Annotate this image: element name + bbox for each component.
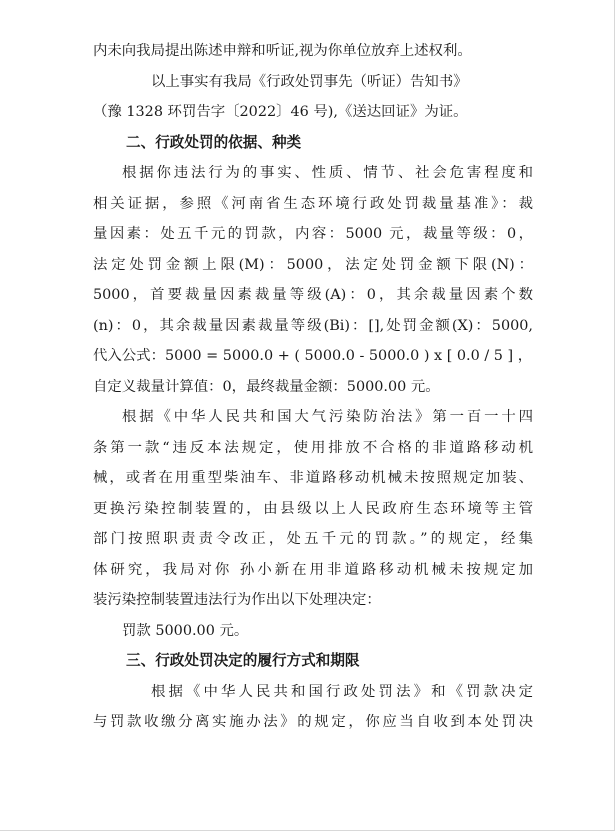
paragraph-line: 代入公式：5000 = 5000.0 + ( 5000.0 - 5000.0 ) x [ 0.0 / 5 ] ， — [93, 348, 533, 364]
section-heading: 二、行政处罚的依据、种类 — [126, 133, 302, 151]
paragraph-line: 体研究，我局对你 孙小新在用非道路移动机械未按规定加 — [93, 561, 533, 578]
paragraph-line: 5000，首要裁量因素裁量等级(A)：0，其余裁量因素个数 — [93, 287, 533, 303]
paragraph-line: 内未向我局提出陈述申辩和听证,视为你单位放弃上述权利。 — [93, 43, 472, 59]
paragraph-line: 根据《中华人民共和国大气污染防治法》第一百一十四 — [122, 409, 533, 425]
paragraph-line: 量因素：处五千元的罚款，内容：5000 元，裁量等级：0， — [93, 226, 533, 242]
paragraph-line: 条第一款“违反本法规定，使用排放不合格的非道路移动机 — [93, 439, 533, 456]
paragraph-line: 部门按照职责责令改正，处五千元的罚款。”的规定，经集 — [93, 531, 533, 547]
paragraph-line: 更换污染控制装置的，由县级以上人民政府生态环境等主管 — [93, 500, 533, 517]
paragraph-line: 与罚款收缴分离实施办法》的规定，你应当自收到本处罚决 — [93, 714, 533, 730]
paragraph-line: 以上事实有我局《行政处罚事先（听证）告知书》 — [151, 73, 468, 90]
paragraph-line: 装污染控制装置违法行为作出以下处理决定： — [93, 592, 381, 608]
paragraph-line: 械，或者在用重型柴油车、非道路移动机械未按照规定加装、 — [93, 470, 533, 486]
paragraph-line: 根据《中华人民共和国行政处罚法》和《罚款决定 — [151, 683, 533, 700]
paragraph-line: 根据你违法行为的事实、性质、情节、社会危害程度和 — [122, 165, 533, 181]
paragraph-line: 自定义裁量计算值：0，最终裁量金额：5000.00 元。 — [93, 378, 440, 395]
paragraph-line: （豫 1328 环罚告字〔2022〕46 号),《送达回证》为证。 — [93, 104, 468, 120]
paragraph-line: (n)：0，其余裁量因素裁量等级(Bi)：[],处罚金额(X)：5000, — [93, 317, 533, 334]
document-body — [93, 36, 533, 738]
paragraph-line: 法定处罚金额上限(M)：5000，法定处罚金额下限(N)： — [93, 256, 533, 273]
paragraph-line: 相关证据，参照《河南省生态环境行政处罚裁量基准》：裁 — [93, 195, 533, 212]
section-heading: 三、行政处罚决定的履行方式和期限 — [126, 652, 360, 669]
paragraph-line: 罚款 5000.00 元。 — [122, 622, 249, 639]
